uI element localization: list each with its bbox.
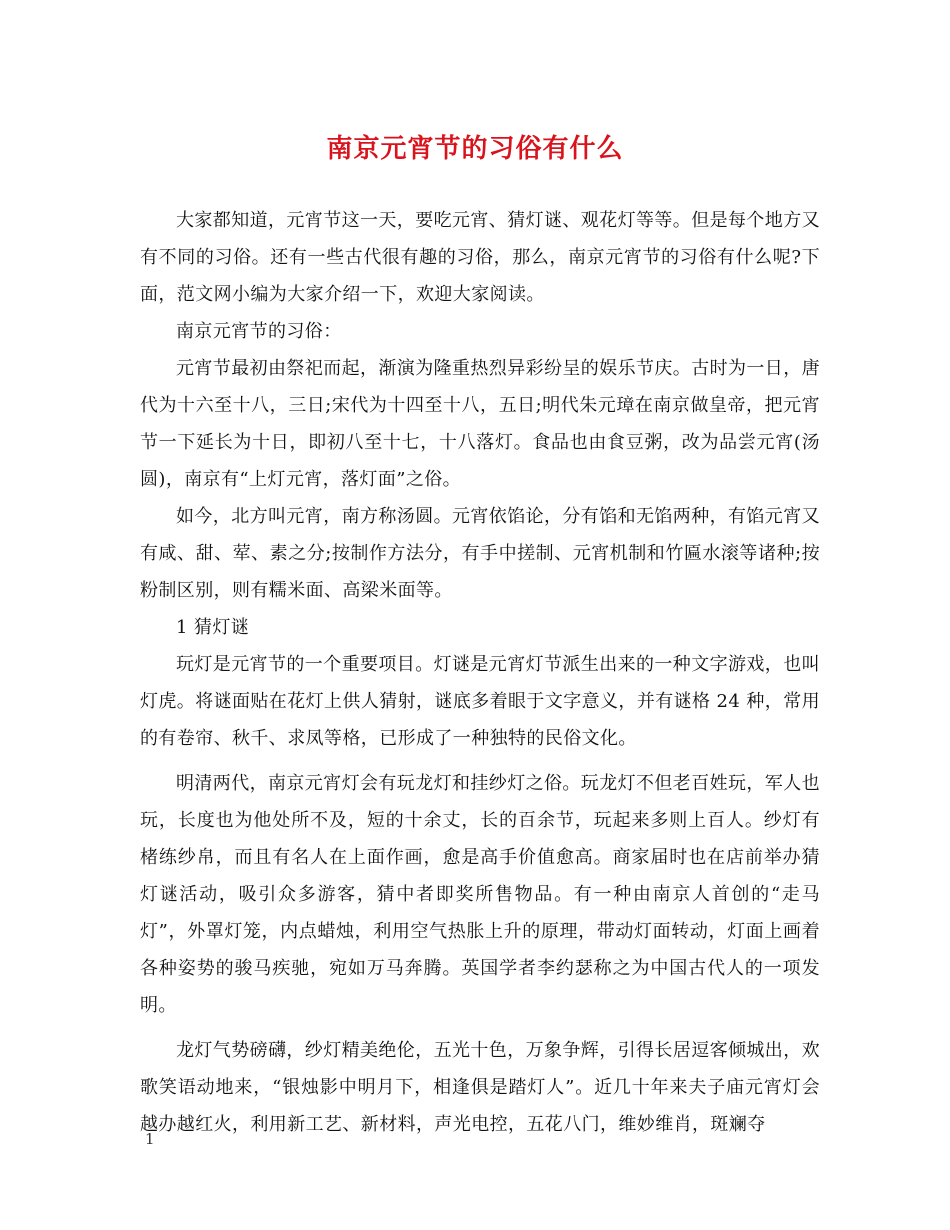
paragraph-ming-qing-lanterns: 明清两代，南京元宵灯会有玩龙灯和挂纱灯之俗。玩龙灯不但老百姓玩，军人也玩，长度也为他处所不及，短的十余丈，长的百余节，玩起来多则上百人。纱灯有楮练纱帛，而且有名人在上面作画，愈是高手价值愈高。商家届时也在店前举办猜灯谜活动，吸引众多游客，猜中者即奖所售物品。有一种由南京人首创的“走马灯”，外罩灯笼，内点蜡烛，利用空气热胀上升的原理，带动灯面转动，灯面上画着各种姿势的骏马疾驰，宛如万马奔腾。英国学者李约瑟称之为中国古代人的一项发明。 xyxy=(140,773,820,1016)
paragraph-dragon-lanterns: 龙灯气势磅礴，纱灯精美绝伦，五光十色，万象争辉，引得长居逗客倾城出，欢歌笑语动地来，“银烛影中明月下，相逢俱是踏灯人”。近几十年来夫子庙元宵灯会越办越红火，利用新工艺、新材料，声光电控，五花八门，维妙维肖，斑斓夺 xyxy=(140,1040,820,1135)
page-number: 1 xyxy=(145,1130,155,1148)
paragraph-riddles: 玩灯是元宵节的一个重要项目。灯谜是元宵灯节派生出来的一种文字游戏，也叫灯虎。将谜面贴在花灯上供人猜射，谜底多着眼于文字意义，并有谜格 24 种，常用的有卷帘、秋千、求凤等格，已形成了一种独特的民俗文化。 xyxy=(140,654,820,749)
document-body xyxy=(140,202,820,1143)
paragraph-history: 元宵节最初由祭祀而起，渐演为隆重热烈异彩纷呈的娱乐节庆。古时为一日，唐代为十六至十八，三日;宋代为十四至十八，五日;明代朱元璋在南京做皇帝，把元宵节一下延长为十日，即初八至十七，十八落灯。食品也由食豆粥，改为品尝元宵(汤圆)，南京有“上灯元宵，落灯面”之俗。 xyxy=(140,358,820,490)
paragraph-yuanxiao-tangyuan: 如今，北方叫元宵，南方称汤圆。元宵依馅论，分有馅和无馅两种，有馅元宵又有咸、甜、荤、素之分;按制作方法分，有手中搓制、元宵机制和竹匾水滚等诸种;按粉制区别，则有糯米面、高梁米面等。 xyxy=(140,506,820,601)
paragraph-customs-heading: 南京元宵节的习俗： xyxy=(176,321,342,342)
paragraph-intro: 大家都知道，元宵节这一天，要吃元宵、猜灯谜、观花灯等等。但是每个地方又有不同的习俗。还有一些古代很有趣的习俗，那么，南京元宵节的习俗有什么呢?下面，范文网小编为大家介绍一下，欢迎大家阅读。 xyxy=(140,210,820,305)
document-title: 南京元宵节的习俗有什么 xyxy=(326,134,624,164)
section-heading-riddles: 1 猜灯谜 xyxy=(176,617,250,638)
